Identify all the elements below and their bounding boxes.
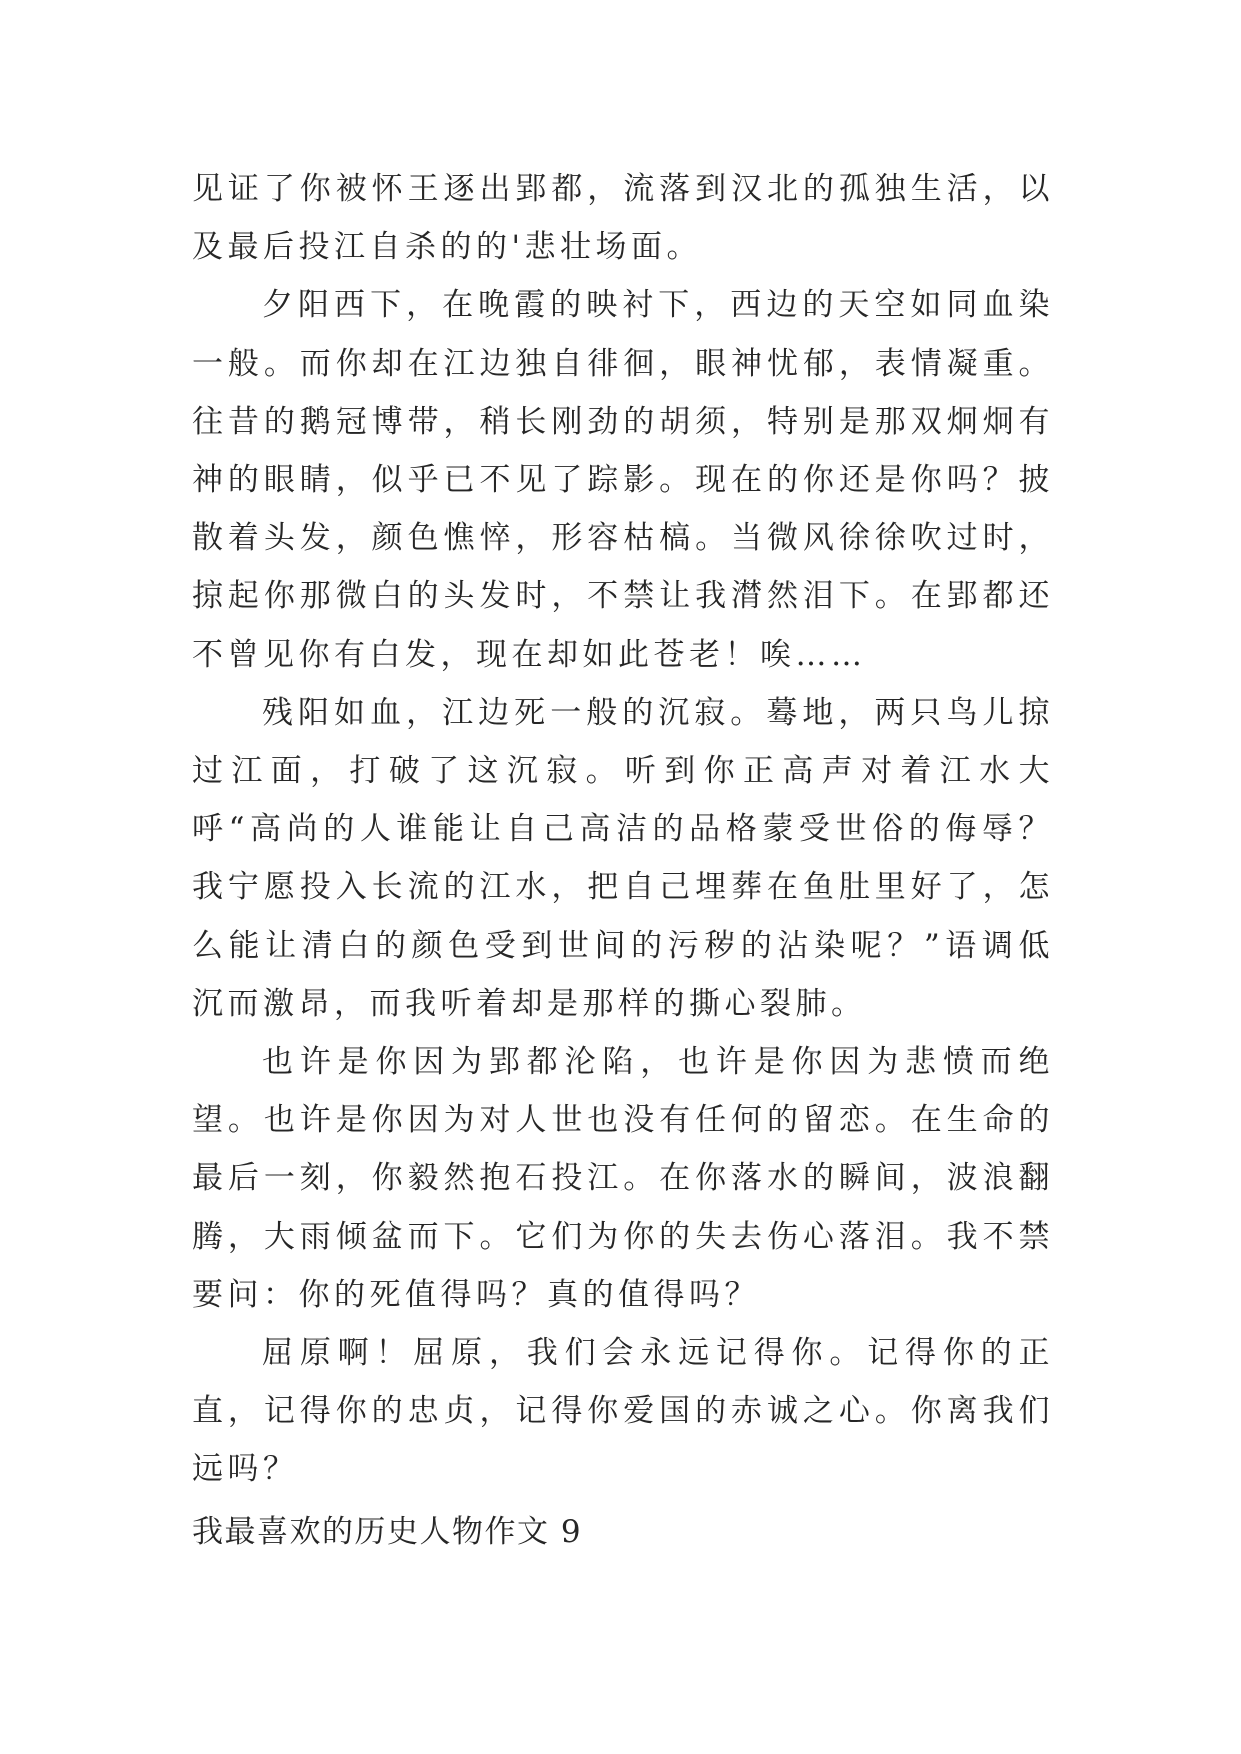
paragraph-1: 见证了你被怀王逐出郢都，流落到汉北的孤独生活，以及最后投江自杀的的'悲壮场面。 (192, 171, 1054, 266)
essay-body (192, 160, 1054, 1499)
paragraph-2: 夕阳西下，在晚霞的映衬下，西边的天空如同血染一般。而你却在江边独自徘徊，眼神忧郁，表情凝重。往昔的鹅冠博带，稍长刚劲的胡须，特别是那双炯炯有神的眼睛，似乎已不见了踪影。现在的你还是你吗？披散着头发，颜色憔悴，形容枯槁。当微风徐徐吹过时，掠起你那微白的头发时，不禁让我潸然泪下。在郢都还不曾见你有白发，现在却如此苍老！唉…… (192, 287, 1054, 673)
next-essay-title: 我最喜欢的历史人物作文 9 (192, 1514, 583, 1550)
paragraph-3: 残阳如血，江边死一般的沉寂。蓦地，两只鸟儿掠过江面，打破了这沉寂。听到你正高声对着江水大呼“高尚的人谁能让自己高洁的品格蒙受世俗的侮辱？我宁愿投入长流的江水，把自己埋葬在鱼肚里好了，怎么能让清白的颜色受到世间的污秽的沾染呢？”语调低沉而激昂，而我听着却是那样的撕心裂肺。 (192, 694, 1054, 1022)
paragraph-4: 也许是你因为郢都沦陷，也许是你因为悲愤而绝望。也许是你因为对人世也没有任何的留恋。在生命的最后一刻，你毅然抱石投江。在你落水的瞬间，波浪翻腾，大雨倾盆而下。它们为你的失去伤心落泪。我不禁要问：你的死值得吗？真的值得吗？ (192, 1044, 1054, 1313)
paragraph-5: 屈原啊！屈原，我们会永远记得你。记得你的正直，记得你的忠贞，记得你爱国的赤诚之心。你离我们远吗？ (192, 1335, 1054, 1488)
